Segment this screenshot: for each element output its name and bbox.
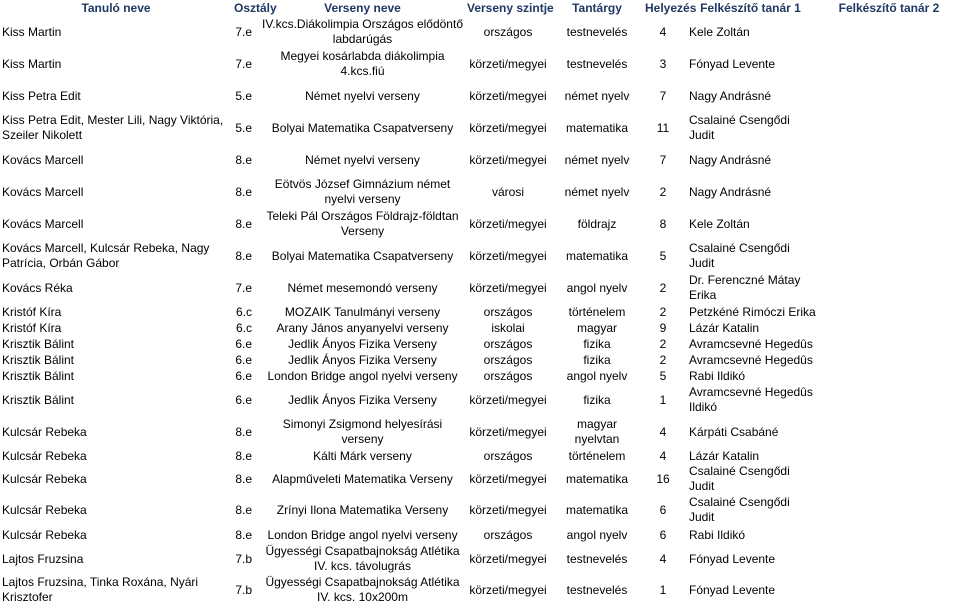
cell-teacher1[interactable]: Kele Zoltán bbox=[689, 24, 750, 39]
table-row bbox=[0, 208, 960, 240]
cell-name[interactable]: Kulcsár Rebeka bbox=[2, 424, 87, 439]
cell-class[interactable]: 7.e bbox=[235, 56, 252, 71]
table-row bbox=[0, 272, 960, 304]
cell-class[interactable]: 8.e bbox=[235, 152, 252, 167]
cell-name[interactable]: Kiss Petra Edit, Mester Lili, Nagy Viktória, Szeiler Nikolett bbox=[2, 113, 224, 142]
cell-teacher1[interactable]: Csalainé Csengődi Judit bbox=[689, 495, 790, 524]
cell-competition[interactable]: MOZAIK Tanulmányi verseny bbox=[284, 304, 441, 319]
table-row bbox=[0, 176, 960, 208]
table-row bbox=[0, 320, 960, 336]
cell-teacher2[interactable] bbox=[818, 80, 960, 112]
cell-place[interactable]: 4 bbox=[659, 24, 667, 39]
cell-competition[interactable]: Alapműveleti Matematika Verseny bbox=[272, 471, 453, 486]
cell-class[interactable]: 8.e bbox=[235, 448, 252, 463]
table-row bbox=[0, 352, 960, 368]
cell-teacher1[interactable]: Csalainé Csengődi Judit bbox=[689, 241, 790, 270]
cell-competition[interactable]: Simonyi Zsigmond helyesírási verseny bbox=[282, 417, 443, 446]
cell-competition[interactable]: London Bridge angol nyelvi verseny bbox=[267, 368, 458, 383]
cell-class[interactable]: 6.c bbox=[235, 304, 252, 319]
cell-teacher2[interactable] bbox=[818, 240, 960, 272]
cell-teacher1[interactable]: Rabi Ildikó bbox=[689, 368, 746, 383]
cell-teacher2[interactable] bbox=[818, 304, 960, 320]
cell-subject[interactable]: fizika bbox=[583, 352, 611, 367]
cell-place[interactable]: 3 bbox=[659, 56, 667, 71]
cell-teacher2[interactable] bbox=[818, 526, 960, 544]
cell-competition[interactable]: Megyei kosárlabda diákolimpia 4.kcs.fiú bbox=[280, 49, 445, 78]
cell-class[interactable]: 6.e bbox=[235, 392, 252, 407]
table-row bbox=[0, 544, 960, 574]
cell-name[interactable]: Kovács Marcell bbox=[2, 152, 84, 167]
cell-teacher2[interactable] bbox=[818, 144, 960, 176]
header-level[interactable]: Verseny szintje bbox=[467, 0, 554, 15]
cell-level[interactable]: körzeti/megyei bbox=[469, 551, 547, 566]
cell-subject[interactable]: testnevelés bbox=[566, 582, 628, 597]
cell-teacher1[interactable]: Kele Zoltán bbox=[689, 216, 750, 231]
table-row bbox=[0, 112, 960, 144]
cell-teacher1[interactable]: Avramcsevné Hegedûs bbox=[689, 352, 813, 367]
cell-teacher2[interactable] bbox=[818, 176, 960, 208]
cell-level[interactable]: körzeti/megyei bbox=[469, 56, 547, 71]
cell-subject[interactable]: fizika bbox=[583, 336, 611, 351]
cell-teacher2[interactable] bbox=[818, 464, 960, 494]
cell-competition[interactable]: Jedlik Ányos Fizika Verseny bbox=[288, 336, 437, 351]
table-row bbox=[0, 16, 960, 48]
cell-class[interactable]: 7.b bbox=[235, 551, 252, 566]
cell-teacher1[interactable]: Fónyad Levente bbox=[689, 582, 776, 597]
cell-level[interactable]: körzeti/megyei bbox=[469, 471, 547, 486]
cell-competition[interactable]: Ügyességi Csapatbajnokság Atlétika IV. kcs. távolugrás bbox=[265, 544, 460, 573]
cell-competition[interactable]: Arany János anyanyelvi verseny bbox=[276, 320, 449, 335]
table-row bbox=[0, 526, 960, 544]
cell-name[interactable]: Kovács Marcell bbox=[2, 216, 84, 231]
cell-teacher2[interactable] bbox=[818, 416, 960, 448]
cell-name[interactable]: Kiss Petra Edit bbox=[2, 88, 81, 103]
cell-class[interactable]: 6.e bbox=[235, 352, 252, 367]
cell-place[interactable]: 16 bbox=[656, 471, 670, 486]
cell-subject[interactable]: testnevelés bbox=[566, 551, 628, 566]
cell-name[interactable]: Kiss Martin bbox=[2, 24, 62, 39]
cell-teacher1[interactable]: Fónyad Levente bbox=[689, 551, 776, 566]
cell-teacher2[interactable] bbox=[818, 384, 960, 416]
cell-competition[interactable]: IV.kcs.Diákolimpia Országos elődöntő labdarúgás bbox=[262, 17, 463, 46]
cell-place[interactable]: 1 bbox=[659, 392, 667, 407]
cell-teacher2[interactable] bbox=[818, 448, 960, 464]
cell-teacher2[interactable] bbox=[818, 320, 960, 336]
cell-teacher1[interactable]: Lázár Katalin bbox=[689, 448, 760, 463]
cell-competition[interactable]: Bolyai Matematika Csapatverseny bbox=[271, 120, 454, 135]
table-row bbox=[0, 368, 960, 384]
cell-teacher1[interactable]: Nagy Andrásné bbox=[689, 184, 772, 199]
header-name[interactable]: Tanuló neve bbox=[81, 0, 151, 15]
cell-name[interactable]: Kovács Marcell bbox=[2, 184, 84, 199]
cell-teacher1[interactable]: Petzkéné Rimóczi Erika bbox=[689, 304, 816, 319]
cell-name[interactable]: Kiss Martin bbox=[2, 56, 62, 71]
cell-place[interactable]: 4 bbox=[659, 551, 667, 566]
cell-competition[interactable]: Jedlik Ányos Fizika Verseny bbox=[288, 352, 437, 367]
cell-teacher1[interactable]: Avramcsevné Hegedûs bbox=[689, 336, 813, 351]
header-competition[interactable]: Verseny neve bbox=[324, 0, 401, 15]
cell-subject[interactable]: matematika bbox=[565, 471, 629, 486]
cell-level[interactable]: körzeti/megyei bbox=[469, 424, 547, 439]
cell-subject[interactable]: német nyelv bbox=[564, 184, 630, 199]
cell-place[interactable]: 5 bbox=[659, 368, 667, 383]
cell-name[interactable]: Krisztik Bálint bbox=[2, 368, 75, 383]
cell-place[interactable]: 4 bbox=[659, 448, 667, 463]
cell-subject[interactable]: angol nyelv bbox=[566, 280, 628, 295]
cell-subject[interactable]: történelem bbox=[568, 304, 626, 319]
cell-competition[interactable]: Német mesemondó verseny bbox=[287, 280, 438, 295]
cell-level[interactable]: körzeti/megyei bbox=[469, 152, 547, 167]
cell-class[interactable]: 5.e bbox=[235, 88, 252, 103]
table-row bbox=[0, 144, 960, 176]
cell-teacher2[interactable] bbox=[818, 368, 960, 384]
cell-class[interactable]: 8.e bbox=[235, 248, 252, 263]
cell-class[interactable]: 5.e bbox=[235, 120, 252, 135]
table-row bbox=[0, 80, 960, 112]
cell-teacher2[interactable] bbox=[818, 272, 960, 304]
cell-name[interactable]: Kulcsár Rebeka bbox=[2, 448, 87, 463]
cell-level[interactable]: országos bbox=[483, 527, 533, 542]
cell-place[interactable]: 2 bbox=[659, 184, 667, 199]
cell-class[interactable]: 8.e bbox=[235, 471, 252, 486]
cell-name[interactable]: Kulcsár Rebeka bbox=[2, 502, 87, 517]
table-row bbox=[0, 48, 960, 80]
cell-place[interactable]: 2 bbox=[659, 304, 667, 319]
cell-competition[interactable]: Német nyelvi verseny bbox=[305, 88, 420, 103]
cell-place[interactable]: 4 bbox=[659, 424, 667, 439]
cell-teacher1[interactable]: Dr. Ferenczné Mátay Erika bbox=[689, 273, 801, 302]
cell-name[interactable]: Kristóf Kíra bbox=[2, 320, 62, 335]
cell-competition[interactable]: Zrínyi Ilona Matematika Verseny bbox=[276, 502, 449, 517]
cell-place[interactable]: 2 bbox=[659, 336, 667, 351]
cell-teacher1[interactable]: Csalainé Csengődi Judit bbox=[689, 464, 790, 493]
cell-level[interactable]: országos bbox=[483, 448, 533, 463]
cell-level[interactable]: körzeti/megyei bbox=[469, 280, 547, 295]
cell-level[interactable]: körzeti/megyei bbox=[469, 582, 547, 597]
cell-level[interactable]: iskolai bbox=[491, 320, 525, 335]
cell-class[interactable]: 8.e bbox=[235, 184, 252, 199]
cell-subject[interactable]: testnevelés bbox=[566, 56, 628, 71]
cell-subject[interactable]: német nyelv bbox=[564, 88, 630, 103]
cell-teacher2[interactable] bbox=[818, 544, 960, 574]
cell-name[interactable]: Kulcsár Rebeka bbox=[2, 471, 87, 486]
cell-teacher2[interactable] bbox=[818, 112, 960, 144]
cell-class[interactable]: 8.e bbox=[235, 216, 252, 231]
cell-name[interactable]: Krisztik Bálint bbox=[2, 392, 75, 407]
cell-teacher1[interactable]: Kárpáti Csabáné bbox=[689, 424, 779, 439]
cell-competition[interactable]: London Bridge angol nyelvi verseny bbox=[267, 527, 458, 542]
cell-level[interactable]: körzeti/megyei bbox=[469, 392, 547, 407]
cell-subject[interactable]: fizika bbox=[583, 392, 611, 407]
cell-teacher1[interactable]: Fónyad Levente bbox=[689, 56, 776, 71]
cell-class[interactable]: 8.e bbox=[235, 527, 252, 542]
cell-name[interactable]: Kovács Réka bbox=[2, 280, 73, 295]
cell-subject[interactable]: német nyelv bbox=[564, 152, 630, 167]
header-row bbox=[0, 0, 960, 16]
cell-level[interactable]: országos bbox=[483, 368, 533, 383]
cell-place[interactable]: 2 bbox=[659, 280, 667, 295]
header-subject[interactable]: Tantárgy bbox=[572, 0, 622, 15]
cell-teacher1[interactable]: Csalainé Csengődi Judit bbox=[689, 113, 790, 142]
cell-level[interactable]: körzeti/megyei bbox=[469, 248, 547, 263]
cell-name[interactable]: Lajtos Fruzsina, Tinka Roxána, Nyári Krisztofer bbox=[2, 575, 199, 604]
cell-class[interactable]: 7.e bbox=[235, 24, 252, 39]
cell-place[interactable]: 11 bbox=[656, 120, 670, 135]
table-row bbox=[0, 464, 960, 494]
cell-name[interactable]: Kristóf Kíra bbox=[2, 304, 62, 319]
cell-place[interactable]: 5 bbox=[659, 248, 667, 263]
cell-name[interactable]: Krisztik Bálint bbox=[2, 352, 75, 367]
cell-place[interactable]: 7 bbox=[659, 88, 667, 103]
cell-competition[interactable]: Bolyai Matematika Csapatverseny bbox=[271, 248, 454, 263]
cell-teacher2[interactable] bbox=[818, 48, 960, 80]
cell-level[interactable]: országos bbox=[483, 24, 533, 39]
table-row bbox=[0, 240, 960, 272]
cell-place[interactable]: 6 bbox=[659, 502, 667, 517]
header-teacher2[interactable]: Felkészítő tanár 2 bbox=[838, 0, 940, 15]
cell-level[interactable]: városi bbox=[491, 184, 524, 199]
header-place[interactable]: Helyezés bbox=[645, 0, 697, 15]
cell-subject[interactable]: földrajz bbox=[577, 216, 617, 231]
cell-class[interactable]: 6.e bbox=[235, 336, 252, 351]
cell-subject[interactable]: magyar nyelvtan bbox=[574, 417, 620, 446]
cell-subject[interactable]: matematika bbox=[565, 120, 629, 135]
cell-level[interactable]: országos bbox=[483, 304, 533, 319]
cell-place[interactable]: 8 bbox=[659, 216, 667, 231]
table-row bbox=[0, 448, 960, 464]
table-row bbox=[0, 494, 960, 526]
cell-teacher2[interactable] bbox=[818, 494, 960, 526]
cell-name[interactable]: Lajtos Fruzsina bbox=[2, 551, 84, 566]
cell-place[interactable]: 1 bbox=[659, 582, 667, 597]
cell-level[interactable]: körzeti/megyei bbox=[469, 88, 547, 103]
cell-class[interactable]: 7.e bbox=[235, 280, 252, 295]
cell-place[interactable]: 9 bbox=[659, 320, 667, 335]
header-class[interactable]: Osztály bbox=[234, 0, 277, 15]
cell-subject[interactable]: matematika bbox=[565, 502, 629, 517]
cell-competition[interactable]: Jedlik Ányos Fizika Verseny bbox=[288, 392, 437, 407]
cell-subject[interactable]: angol nyelv bbox=[566, 527, 628, 542]
cell-place[interactable]: 7 bbox=[659, 152, 667, 167]
cell-class[interactable]: 8.e bbox=[235, 502, 252, 517]
cell-teacher1[interactable]: Lázár Katalin bbox=[689, 320, 760, 335]
cell-place[interactable]: 6 bbox=[659, 527, 667, 542]
cell-name[interactable]: Kulcsár Rebeka bbox=[2, 527, 87, 542]
cell-competition[interactable]: Teleki Pál Országos Földrajz-földtan Verseny bbox=[266, 209, 459, 238]
table-row bbox=[0, 574, 960, 606]
cell-teacher1[interactable]: Nagy Andrásné bbox=[689, 88, 772, 103]
cell-competition[interactable]: Német nyelvi verseny bbox=[305, 152, 420, 167]
cell-name[interactable]: Kovács Marcell, Kulcsár Rebeka, Nagy Patrícia, Orbán Gábor bbox=[2, 241, 210, 270]
table-row bbox=[0, 304, 960, 320]
cell-level[interactable]: körzeti/megyei bbox=[469, 120, 547, 135]
cell-subject[interactable]: testnevelés bbox=[566, 24, 628, 39]
cell-name[interactable]: Krisztik Bálint bbox=[2, 336, 75, 351]
cell-subject[interactable]: magyar bbox=[576, 320, 617, 335]
cell-teacher1[interactable]: Nagy Andrásné bbox=[689, 152, 772, 167]
cell-teacher2[interactable] bbox=[818, 352, 960, 368]
cell-class[interactable]: 6.c bbox=[235, 320, 252, 335]
table-row bbox=[0, 416, 960, 448]
cell-level[interactable]: körzeti/megyei bbox=[469, 216, 547, 231]
cell-subject[interactable]: matematika bbox=[565, 248, 629, 263]
table-row bbox=[0, 336, 960, 352]
cell-teacher1[interactable]: Rabi Ildikó bbox=[689, 527, 746, 542]
cell-class[interactable]: 8.e bbox=[235, 424, 252, 439]
table-body bbox=[0, 16, 960, 606]
cell-class[interactable]: 6.e bbox=[235, 368, 252, 383]
cell-place[interactable]: 2 bbox=[659, 352, 667, 367]
cell-level[interactable]: körzeti/megyei bbox=[469, 502, 547, 517]
cell-teacher2[interactable] bbox=[818, 208, 960, 240]
cell-subject[interactable]: történelem bbox=[568, 448, 626, 463]
cell-competition[interactable]: Ügyességi Csapatbajnokság Atlétika IV. kcs. 10x200m bbox=[265, 575, 460, 604]
cell-competition[interactable]: Kálti Márk verseny bbox=[313, 448, 412, 463]
cell-class[interactable]: 7.b bbox=[235, 582, 252, 597]
cell-teacher2[interactable] bbox=[818, 574, 960, 606]
cell-level[interactable]: országos bbox=[483, 336, 533, 351]
header-teacher1[interactable]: Felkészítő tanár 1 bbox=[700, 0, 801, 15]
table-row bbox=[0, 384, 960, 416]
cell-competition[interactable]: Eötvös József Gimnázium német nyelvi verseny bbox=[274, 177, 451, 206]
cell-teacher2[interactable] bbox=[818, 16, 960, 48]
cell-teacher1[interactable]: Avramcsevné Hegedûs Ildikó bbox=[689, 385, 813, 414]
cell-subject[interactable]: angol nyelv bbox=[566, 368, 628, 383]
cell-teacher2[interactable] bbox=[818, 336, 960, 352]
cell-level[interactable]: országos bbox=[483, 352, 533, 367]
